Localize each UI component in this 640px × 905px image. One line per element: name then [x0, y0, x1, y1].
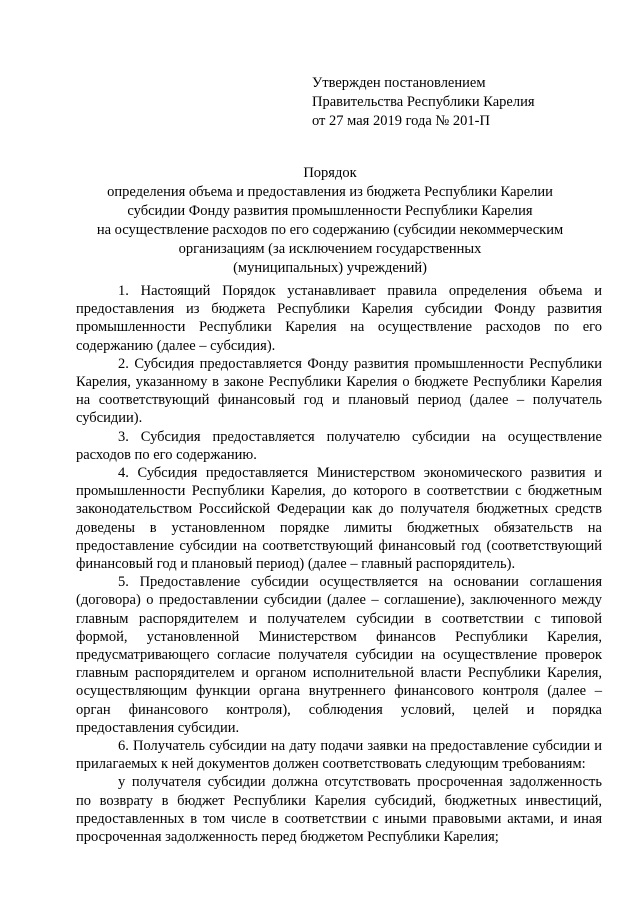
approval-line: Утвержден постановлением	[312, 75, 486, 91]
paragraph-6-requirement: у получателя субсидии должна отсутствовать просроченная задолженность по возврату в бюджет Республики Карелия субсидий, бюджетных инвестиций, предоставленных в том числе в соответствии с иными правовыми актами, и иная просроченная задолженность перед бюджетом Республики Карелия;	[76, 774, 602, 846]
paragraph-6: 6. Получатель субсидии на дату подачи заявки на предоставление субсидии и прилагаемых к ней документов должен соответствовать следующим требованиям:	[76, 738, 602, 773]
title-line: организациям (за исключением государственных	[178, 241, 482, 257]
paragraph-5: 5. Предоставление субсидии осуществляется на основании соглашения (договора) о предоставлении субсидии (далее – соглашение), заключенного между главным распорядителем и получателем субсидии в соответствии с типовой формой, установленной Министерством финансов Республики Карелия, предусматривающего согласие получателя субсидии на осуществление проверок главным распорядителем и органом исполнительной власти Республики Карелия, осуществляющим функции органа внутреннего финансового контроля (далее – орган финансового контроля), соблюдения условий, целей и порядка предоставления субсидии.	[76, 574, 602, 736]
approval-stamp	[312, 74, 535, 131]
title-line: на осуществление расходов по его содержанию (субсидии некоммерческим	[96, 222, 564, 238]
title-line: определения объема и предоставления из бюджета Республики Карелии	[107, 184, 553, 200]
approval-line: от 27 мая 2019 года № 201-П	[312, 113, 490, 129]
paragraph-2: 2. Субсидия предоставляется Фонду развития промышленности Республики Карелия, указанному в законе Республики Карелия о бюджете Республики Карелия на соответствующий финансовый год и плановый период (далее – получатель субсидии).	[76, 355, 602, 427]
title-line: (муниципальных) учреждений)	[233, 260, 427, 276]
approval-line: Правительства Республики Карелия	[312, 94, 535, 110]
paragraph-3: 3. Субсидия предоставляется получателю субсидии на осуществление расходов по его содержанию.	[76, 428, 602, 463]
title-line: субсидии Фонду развития промышленности Республики Карелия	[127, 203, 533, 219]
title-line: Порядок	[303, 165, 357, 181]
document-body	[76, 282, 602, 846]
document-title	[40, 164, 620, 278]
paragraph-1: 1. Настоящий Порядок устанавливает правила определения объема и предоставления из бюджета Республики Карелия субсидии Фонду развития промышленности Республики Карелия на осуществление расходов по его содержанию (далее – субсидия).	[76, 283, 602, 354]
paragraph-4: 4. Субсидия предоставляется Министерством экономического развития и промышленности Республики Карелия, до которого в соответствии с бюджетным законодательством Российской Федерации как до получателя бюджетных средств доведены в установленном порядке лимиты бюджетных обязательств на предоставление субсидии на соответствующий финансовый год (соответствующий финансовый год и плановый период) (далее – главный распорядитель).	[76, 465, 602, 573]
